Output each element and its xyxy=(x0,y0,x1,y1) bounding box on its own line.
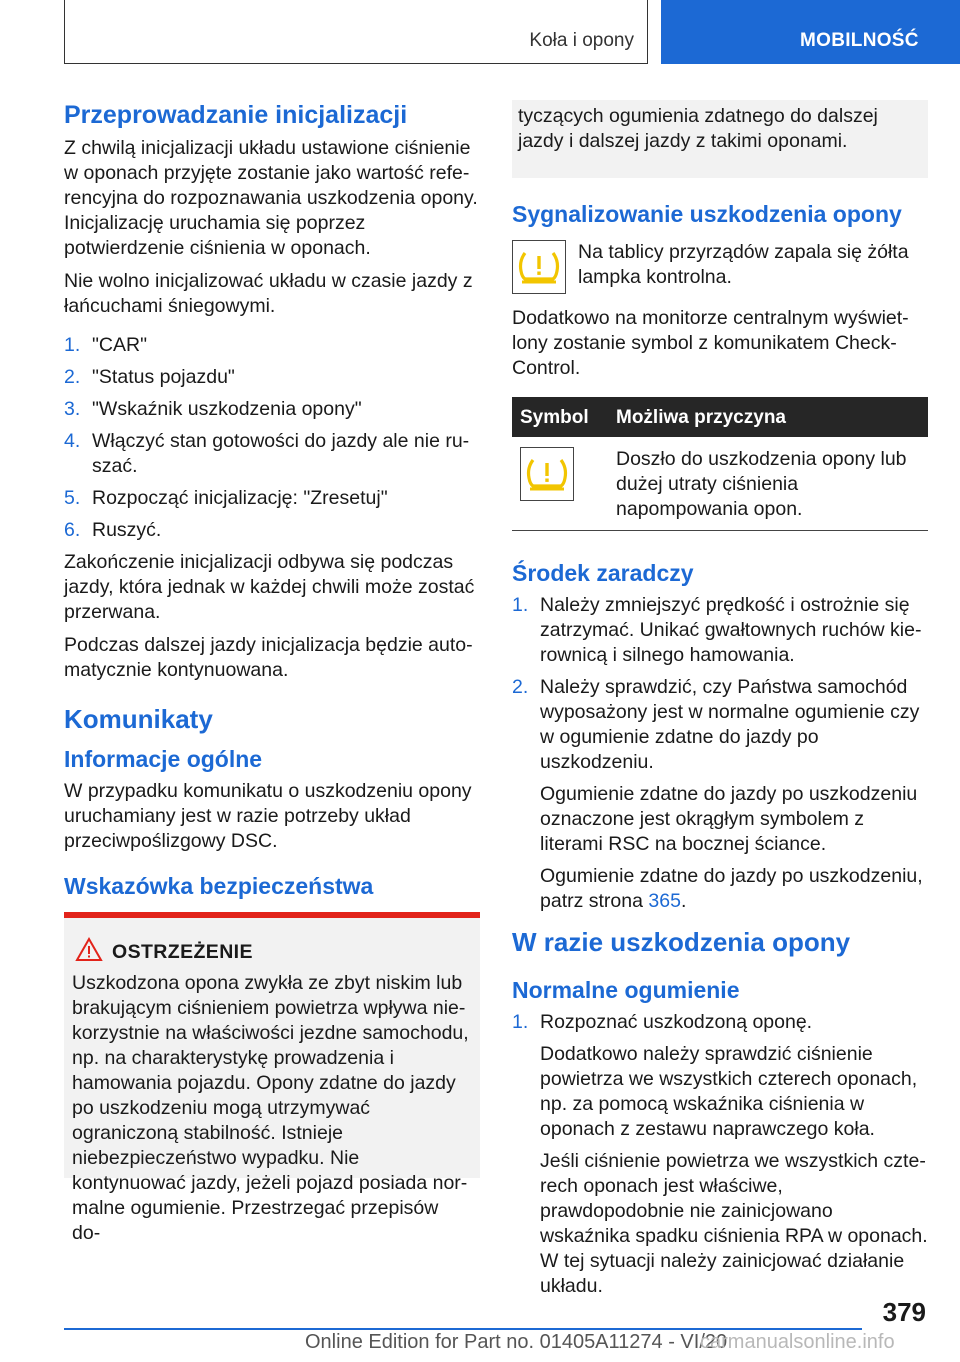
init-steps-list xyxy=(64,333,480,543)
init-paragraph-1: Z chwilą inicjalizacji układu ustawione ciśnienie w oponach przyjęte zostanie jako wartość referencyjna do rozpoznawania uszkodzenia opony. Inicjalizację uruchamia się poprzez potwierdzenie ciśnienia w oponach. xyxy=(64,137,478,259)
list-item xyxy=(64,486,480,511)
tire-pressure-warning-icon xyxy=(520,447,574,501)
remedy-sub2-prefix: Ogumienie zdatne do jazdy po uszkodzeniu, patrz strona xyxy=(540,865,923,912)
step-number: 5. xyxy=(64,487,81,509)
damage-heading: W razie uszkodzenia opony xyxy=(512,927,851,957)
warning-continued-text: tyczących ogumienia zdatnego do dalszej jazdy i dalszej jazdy z takimi oponami. xyxy=(518,105,878,152)
table-row xyxy=(512,437,928,531)
list-item xyxy=(64,518,480,543)
step-number: 4. xyxy=(64,430,81,452)
section-tab-label[interactable]: MOBILNOŚĆ xyxy=(800,30,919,51)
normal-steps-list xyxy=(512,1010,928,1299)
general-info-heading: Informacje ogólne xyxy=(64,746,263,772)
safety-heading: Wskazówka bezpieczeństwa xyxy=(64,873,374,899)
general-info-paragraph: W przypadku komunikatu o uszkodzeniu opony uruchamiany jest w razie potrzeby układ przeciwpoślizgowy DSC. xyxy=(64,780,472,852)
step-text: "CAR" xyxy=(92,334,148,356)
step-text: Rozpoznać uszkodzoną oponę. xyxy=(540,1011,813,1033)
edition-text: Online Edition for Part no. 01405A11274 - VI/20 xyxy=(305,1331,728,1353)
list-item xyxy=(64,365,480,390)
warning-text: Uszkodzona opona zwykła ze zbyt niskim lub brakującym ciśnieniem powietrza wpływa niekorzystnie na właściwości jezdne samochodu, np. na charakterystykę prowadzenia i hamowania pojazdu. Opony zdatne do jazdy po uszkodzeniu mogą utrzymywać ograniczoną stabilność. Istnieje niebezpieczeństwo wypadku. Nie kontynuować jazdy, jeżeli pojazd posiada normalne ogumienie. Przestrzegać przepisów do- xyxy=(72,972,469,1244)
remedy-sub2-suffix: . xyxy=(680,890,687,912)
step-text: Należy zmniejszyć prędkość i ostrożnie się zatrzymać. Unikać gwałtownych ruchów kierownicą i silnego hamowania. xyxy=(540,594,922,666)
warning-box xyxy=(64,912,480,1244)
warning-continuation xyxy=(512,100,928,178)
signal-lamp-text: Na tablicy przyrządów zapala się żółta lampka kontrolna. xyxy=(578,241,909,288)
step-number: 1. xyxy=(64,334,81,356)
list-item xyxy=(64,429,480,479)
table-header-cause: Możliwa przyczyna xyxy=(608,397,928,437)
symbol-table xyxy=(512,397,928,531)
init-paragraph-4: Podczas dalszej jazdy inicjalizacja będzie automatycznie kontynuowana. xyxy=(64,634,473,681)
list-item xyxy=(512,1010,928,1299)
step-text: "Status pojazdu" xyxy=(92,366,235,388)
step-number: 3. xyxy=(64,398,81,420)
signal-lamp-row xyxy=(512,240,928,294)
init-paragraph-3: Zakończenie inicjalizacji odbywa się podczas jazdy, która jednak w każdej chwili może zostać przerwana. xyxy=(64,551,475,623)
normal-sub-paragraph-2: Jeśli ciśnienie powietrza we wszystkich czterech oponach jest właściwe, prawdopodobnie nie zainicjowano wskaźnika spadku ciśnienia RPA w oponach. W tej sytuacji należy zainicjować działanie układu. xyxy=(540,1150,928,1297)
init-heading: Przeprowadzanie inicjalizacji xyxy=(64,101,408,129)
step-text: "Wskaźnik uszkodzenia opony" xyxy=(92,398,362,420)
remedy-steps-list xyxy=(512,593,928,914)
step-number: 2. xyxy=(512,676,529,698)
table-header-symbol: Symbol xyxy=(512,397,608,437)
table-cell-cause: Doszło do uszkodzenia opony lub dużej utraty ciśnienia napompowania opon. xyxy=(608,437,928,531)
remedy-sub-paragraph-2 xyxy=(540,864,928,914)
step-text: Włączyć stan gotowości do jazdy ale nie ruszać. xyxy=(92,430,470,477)
step-number: 1. xyxy=(512,594,529,616)
warning-title xyxy=(72,940,470,965)
list-item xyxy=(512,675,928,914)
init-paragraph-2: Nie wolno inicjalizować układu w czasie jazdy z łańcuchami śniegowymi. xyxy=(64,270,473,317)
step-number: 2. xyxy=(64,366,81,388)
list-item xyxy=(64,397,480,422)
step-text: Ruszyć. xyxy=(92,519,162,541)
watermark: carmanualsonline.info xyxy=(700,1331,895,1353)
step-text: Rozpocząć inicjalizację: "Zresetuj" xyxy=(92,487,388,509)
remedy-sub-paragraph-1: Ogumienie zdatne do jazdy po uszkodzeniu oznaczone jest okrągłym symbolem z literami RSC na bocznej ściance. xyxy=(540,783,918,855)
signal-paragraph: Dodatkowo na monitorze centralnym wyświetlony zostanie symbol z komunikatem Check-Control. xyxy=(512,307,909,379)
right-column xyxy=(512,100,928,1306)
left-column xyxy=(64,100,480,1244)
tire-pressure-warning-icon xyxy=(512,240,566,294)
list-item xyxy=(512,593,928,668)
page-number: 379 xyxy=(882,1297,926,1327)
table-header-row xyxy=(512,397,928,437)
remedy-heading: Środek zaradczy xyxy=(512,560,694,586)
signal-heading: Sygnalizowanie uszkodzenia opony xyxy=(512,201,902,227)
chapter-title: Koła i opony xyxy=(529,30,634,51)
page-reference-link[interactable]: 365 xyxy=(648,890,681,912)
footer-divider xyxy=(64,1328,862,1330)
step-number: 1. xyxy=(512,1011,529,1033)
list-item xyxy=(64,333,480,358)
step-text: Należy sprawdzić, czy Państwa samochód wyposażony jest w normalne ogumienie czy w ogumienie zdatne do jazdy po uszkodzeniu. xyxy=(540,676,920,773)
normal-tires-heading: Normalne ogumienie xyxy=(512,977,740,1003)
normal-sub-paragraph-1: Dodatkowo należy sprawdzić ciśnienie powietrza we wszystkich czterech oponach, np. za pomocą wskaźnika ciśnienia w oponach z zestawu naprawczego koła. xyxy=(540,1043,918,1140)
warning-triangle-icon xyxy=(76,938,102,961)
warning-title-text: OSTRZEŻENIE xyxy=(112,941,253,963)
messages-heading: Komunikaty xyxy=(64,704,213,734)
table-cell-symbol xyxy=(512,437,608,531)
step-number: 6. xyxy=(64,519,81,541)
